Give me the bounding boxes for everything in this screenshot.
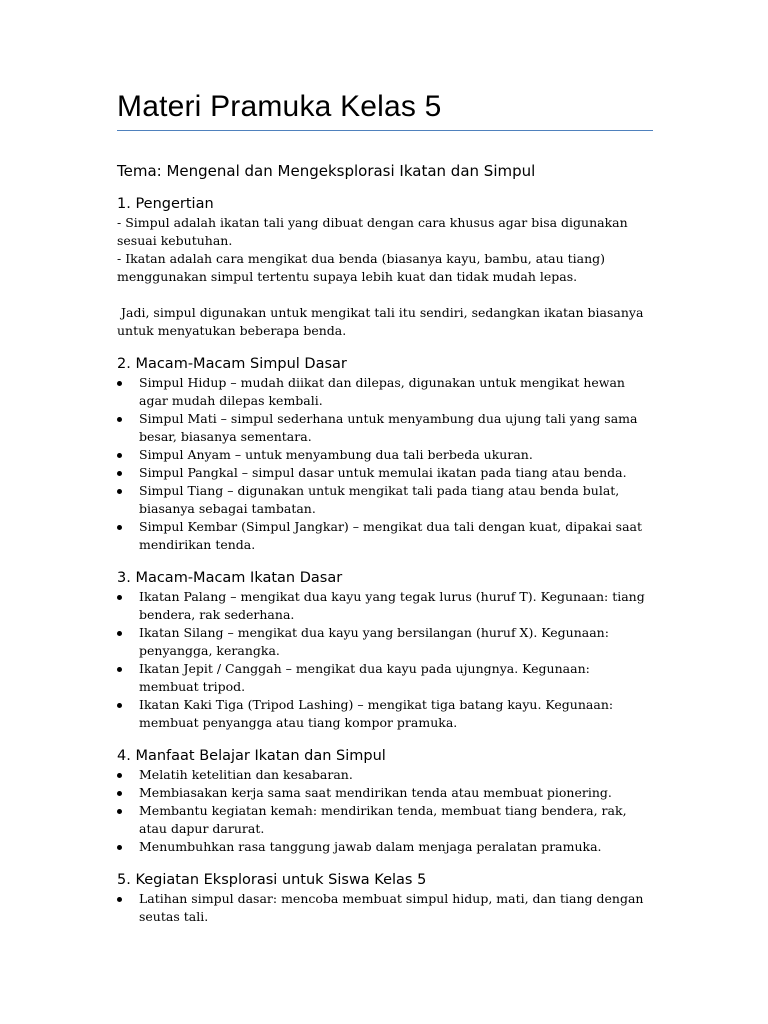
bullet-icon: [117, 845, 122, 850]
list-item: Simpul Hidup – mudah diikat dan dilepas, digunakan untuk mengikat hewan agar mudah dilepas kembali.: [117, 374, 653, 410]
section-heading-pengertian: 1. Pengertian: [117, 196, 214, 212]
list-item: Simpul Tiang – digunakan untuk mengikat tali pada tiang atau benda bulat, biasanya sebagai tambatan.: [117, 482, 653, 518]
bullet-icon: [117, 471, 122, 476]
paragraph-ikatan-definition: - Ikatan adalah cara mengikat dua benda (biasanya kayu, bambu, atau tiang) menggunakan simpul tertentu supaya lebih kuat dan tidak mudah lepas.: [117, 251, 606, 284]
list-item: Simpul Mati – simpul sederhana untuk menyambung dua ujung tali yang sama besar, biasanya sementara.: [117, 410, 653, 446]
bullet-icon: [117, 897, 122, 902]
bullet-icon: [117, 525, 122, 530]
bullet-icon: [117, 809, 122, 814]
paragraph-summary: Jadi, simpul digunakan untuk mengikat tali itu sendiri, sedangkan ikatan biasanya untuk menyatukan beberapa benda.: [117, 305, 644, 338]
list-item: Ikatan Kaki Tiga (Tripod Lashing) – mengikat tiga batang kayu. Kegunaan: membuat penyangga atau tiang kompor pramuka.: [117, 696, 653, 732]
title-underline: [117, 130, 653, 131]
bullet-icon: [117, 381, 122, 386]
section-heading-simpul-dasar: 2. Macam-Macam Simpul Dasar: [117, 356, 347, 372]
bullet-icon: [117, 631, 122, 636]
list-kegiatan-eksplorasi: [117, 890, 653, 926]
list-item: Latihan simpul dasar: mencoba membuat simpul hidup, mati, dan tiang dengan seutas tali.: [117, 890, 653, 926]
list-item: Membantu kegiatan kemah: mendirikan tenda, membuat tiang bendera, rak, atau dapur darurat.: [117, 802, 653, 838]
list-item: Menumbuhkan rasa tanggung jawab dalam menjaga peralatan pramuka.: [117, 838, 653, 856]
list-item: Ikatan Jepit / Canggah – mengikat dua kayu pada ujungnya. Kegunaan: membuat tripod.: [117, 660, 653, 696]
bullet-icon: [117, 595, 122, 600]
blank-line: [117, 286, 653, 304]
bullet-icon: [117, 773, 122, 778]
list-item: Ikatan Silang – mengikat dua kayu yang bersilangan (huruf X). Kegunaan: penyangga, kerangka.: [117, 624, 653, 660]
bullet-icon: [117, 453, 122, 458]
list-item: Simpul Anyam – untuk menyambung dua tali berbeda ukuran.: [117, 446, 653, 464]
list-item: Ikatan Palang – mengikat dua kayu yang tegak lurus (huruf T). Kegunaan: tiang bendera, rak sederhana.: [117, 588, 653, 624]
list-simpul-dasar: [117, 374, 653, 554]
list-item: Melatih ketelitian dan kesabaran.: [117, 766, 653, 784]
paragraph-simpul-definition: - Simpul adalah ikatan tali yang dibuat dengan cara khusus agar bisa digunakan sesuai kebutuhan.: [117, 215, 628, 248]
bullet-icon: [117, 791, 122, 796]
section-heading-ikatan-dasar: 3. Macam-Macam Ikatan Dasar: [117, 570, 343, 586]
bullet-icon: [117, 667, 122, 672]
list-manfaat: [117, 766, 653, 856]
theme-heading: Tema: Mengenal dan Mengeksplorasi Ikatan dan Simpul: [117, 162, 536, 180]
bullet-icon: [117, 417, 122, 422]
section-heading-manfaat: 4. Manfaat Belajar Ikatan dan Simpul: [117, 748, 386, 764]
section-heading-kegiatan-eksplorasi: 5. Kegiatan Eksplorasi untuk Siswa Kelas 5: [117, 872, 427, 888]
document-page: [117, 88, 653, 926]
list-ikatan-dasar: [117, 588, 653, 732]
document-title: Materi Pramuka Kelas 5: [117, 90, 442, 123]
list-item: Simpul Pangkal – simpul dasar untuk memulai ikatan pada tiang atau benda.: [117, 464, 653, 482]
bullet-icon: [117, 489, 122, 494]
list-item: Simpul Kembar (Simpul Jangkar) – mengikat dua tali dengan kuat, dipakai saat mendirikan tenda.: [117, 518, 653, 554]
bullet-icon: [117, 703, 122, 708]
list-item: Membiasakan kerja sama saat mendirikan tenda atau membuat pionering.: [117, 784, 653, 802]
